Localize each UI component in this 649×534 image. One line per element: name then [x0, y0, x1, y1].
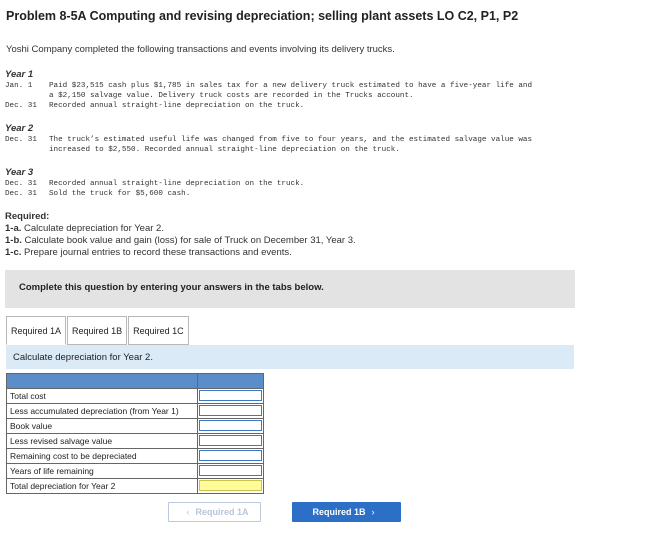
- entry-date: Dec. 31: [5, 136, 37, 144]
- row-value-cell: [198, 389, 264, 404]
- table-header-cell: [7, 374, 198, 389]
- table-row: [7, 419, 264, 434]
- entry-text: Paid $23,515 cash plus $1,785 in sales tax for a new delivery truck estimated to have a five-year life and: [49, 82, 533, 90]
- required-item: [5, 223, 356, 235]
- entry-text: The truck’s estimated useful life was changed from five to four years, and the estimated salvage value was: [49, 136, 533, 144]
- row-label: Total cost: [7, 389, 198, 404]
- required-section: [5, 211, 356, 259]
- table-header-row: [7, 374, 264, 389]
- transaction-entry: [5, 135, 645, 155]
- row-value-cell: [198, 434, 264, 449]
- entry-date: Dec. 31: [5, 180, 37, 188]
- tab-required-1a[interactable]: Required 1A: [6, 316, 66, 345]
- panel-instruction: Calculate depreciation for Year 2.: [13, 352, 153, 363]
- total-cost-input[interactable]: [199, 390, 262, 401]
- row-label: Years of life remaining: [7, 464, 198, 479]
- required-item-number: 1-c.: [5, 247, 22, 258]
- chevron-right-icon: ›: [371, 507, 375, 517]
- row-label: Remaining cost to be depreciated: [7, 449, 198, 464]
- required-heading: Required:: [5, 211, 50, 222]
- table-row: [7, 389, 264, 404]
- table-row: [7, 479, 264, 494]
- entry-date: Dec. 31: [5, 102, 37, 110]
- revised-salvage-input[interactable]: [199, 435, 262, 446]
- accumulated-depreciation-input[interactable]: [199, 405, 262, 416]
- table-row: [7, 464, 264, 479]
- row-label: Less revised salvage value: [7, 434, 198, 449]
- problem-title: Problem 8-5A Computing and revising depreciation; selling plant assets LO C2, P1, P2: [6, 9, 519, 23]
- total-depreciation-input[interactable]: [199, 480, 262, 491]
- transaction-entry: [5, 81, 645, 101]
- transaction-entry: [5, 189, 645, 199]
- previous-tab-button[interactable]: [168, 502, 261, 522]
- row-value-cell: [198, 449, 264, 464]
- book-value-input[interactable]: [199, 420, 262, 431]
- instruction-banner: [5, 270, 575, 308]
- panel-instruction-bar: [6, 345, 574, 369]
- row-value-cell: [198, 419, 264, 434]
- table-header-cell: [198, 374, 264, 389]
- tab-required-1c[interactable]: Required 1C: [128, 316, 189, 345]
- table-row: [7, 434, 264, 449]
- row-value-cell: [198, 404, 264, 419]
- depreciation-table: [6, 373, 264, 494]
- entry-text: a $2,150 salvage value. Delivery truck costs are recorded in the Trucks account.: [49, 92, 414, 100]
- entry-text: Recorded annual straight-line depreciation on the truck.: [49, 102, 305, 110]
- entry-text: Recorded annual straight-line depreciation on the truck.: [49, 180, 305, 188]
- year-heading: Year 3: [5, 167, 34, 178]
- required-item-text: Prepare journal entries to record these transactions and events.: [24, 247, 292, 258]
- year-heading: Year 1: [5, 69, 34, 80]
- required-item-number: 1-a.: [5, 223, 22, 234]
- years-remaining-input[interactable]: [199, 465, 262, 476]
- year-heading: Year 2: [5, 123, 34, 134]
- requirement-tabs: [6, 316, 190, 345]
- required-item-text: Calculate depreciation for Year 2.: [24, 223, 164, 234]
- required-item: [5, 247, 356, 259]
- entry-text: increased to $2,550. Recorded annual straight-line depreciation on the truck.: [49, 146, 400, 154]
- table-row: [7, 449, 264, 464]
- remaining-cost-input[interactable]: [199, 450, 262, 461]
- banner-text: Complete this question by entering your answers in the tabs below.: [19, 282, 324, 293]
- entry-date: Jan. 1: [5, 82, 33, 90]
- previous-button-label: Required 1A: [195, 507, 249, 517]
- row-label: Book value: [7, 419, 198, 434]
- required-item-number: 1-b.: [5, 235, 22, 246]
- tab-required-1b[interactable]: Required 1B: [67, 316, 127, 345]
- entry-date: Dec. 31: [5, 190, 37, 198]
- chevron-left-icon: ‹: [186, 507, 190, 517]
- row-label: Total depreciation for Year 2: [7, 479, 198, 494]
- required-item: [5, 235, 356, 247]
- table-row: [7, 404, 264, 419]
- transaction-entry: [5, 179, 645, 189]
- row-label: Less accumulated depreciation (from Year 1): [7, 404, 198, 419]
- row-value-cell: [198, 479, 264, 494]
- problem-intro: Yoshi Company completed the following transactions and events involving its delivery trucks.: [6, 44, 395, 55]
- required-item-text: Calculate book value and gain (loss) for sale of Truck on December 31, Year 3.: [24, 235, 356, 246]
- next-tab-button[interactable]: [292, 502, 401, 522]
- row-value-cell: [198, 464, 264, 479]
- next-button-label: Required 1B: [312, 507, 366, 517]
- entry-text: Sold the truck for $5,600 cash.: [49, 190, 191, 198]
- transaction-entry: [5, 101, 645, 111]
